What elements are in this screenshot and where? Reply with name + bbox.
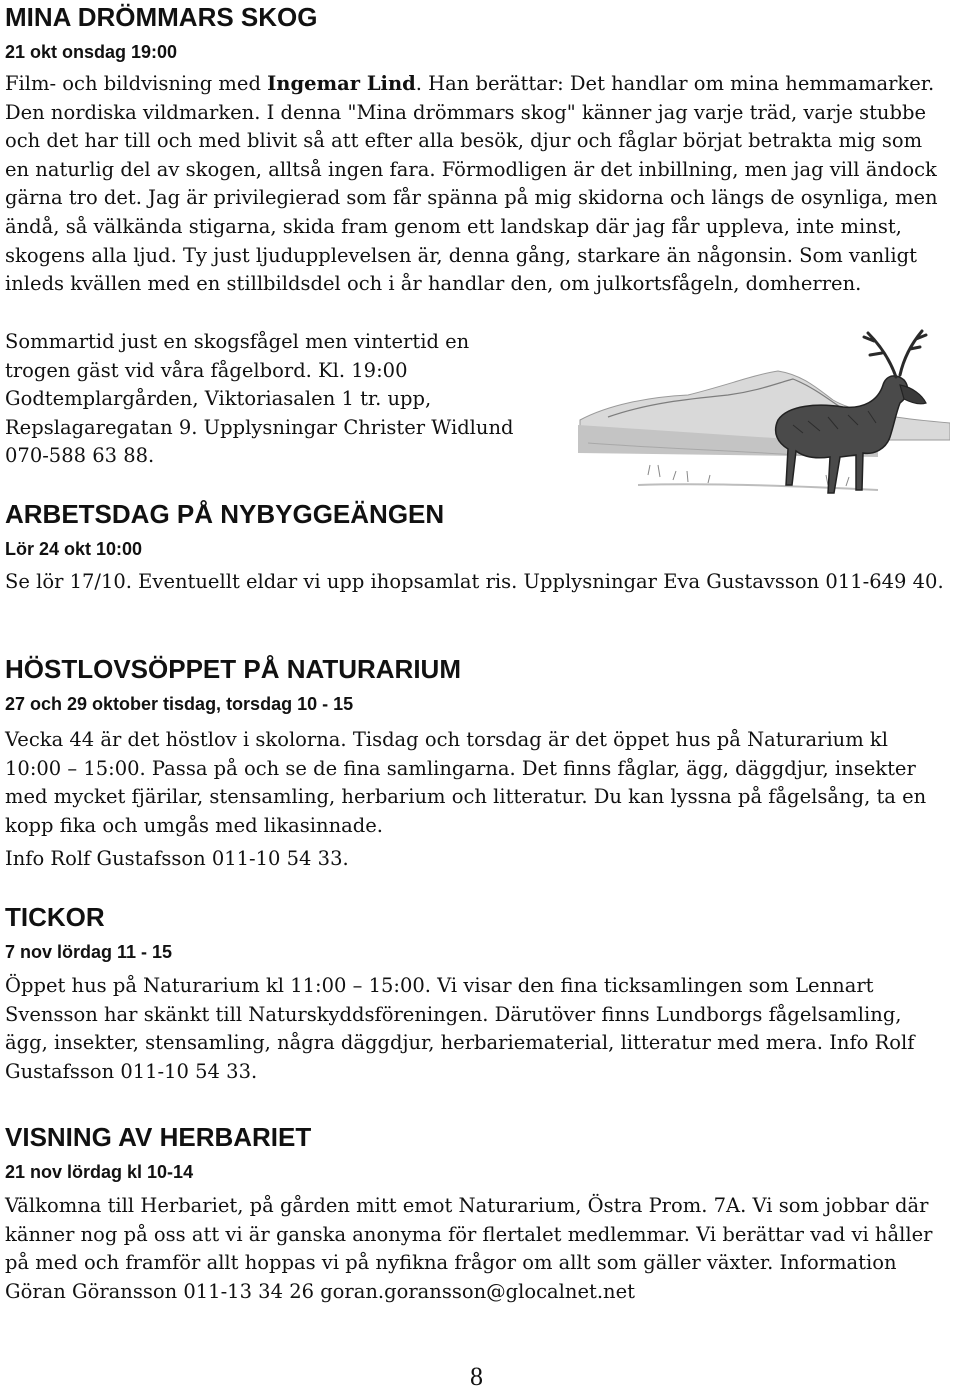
section-body: Vecka 44 är det höstlov i skolorna. Tisdag och torsdag är det öppet hus på Naturarium kl 10:00 – 15:00. Passa på och se de fina samlingarna. Det finns fåglar, ägg, däggdjur, insekter med mycket fjärilar, stensamling, herbarium och litteratur. Du kan lyssna på fågelsång, ta en kopp fika och umgås med likasinnade. xyxy=(5,728,927,837)
section-date: 21 nov lördag kl 10-14 xyxy=(5,1162,194,1182)
section-info: Info Rolf Gustafsson 011-10 54 33. xyxy=(5,847,349,870)
reindeer-illustration xyxy=(578,325,950,497)
section-body: Se lör 17/10. Eventuellt eldar vi upp ihopsamlat ris. Upplysningar Eva Gustavsson 011-649 40. xyxy=(5,570,944,593)
section-title-tickor: TICKOR xyxy=(5,902,105,932)
section-date: Lör 24 okt 10:00 xyxy=(5,539,143,559)
section-body: Öppet hus på Naturarium kl 11:00 – 15:00. Vi visar den fina ticksamlingen som Lennart Svensson har skänkt till Naturskyddsföreningen. Därutöver finns Lundborgs fågelsamling, ägg, insekter, stensamling, några däggdjur, herbariematerial, litteratur med mera. Info Rolf Gustafsson 011-10 54 33. xyxy=(5,974,915,1083)
section-date: 21 okt onsdag 19:00 xyxy=(5,42,178,62)
body-text-lead: Film- och bildvisning med xyxy=(5,72,268,95)
section-body xyxy=(5,70,950,299)
section-body-contact: Sommartid just en skogsfågel men vintertid en trogen gäst vid våra fågelbord. Kl. 19:00 Godtemplargården, Viktoriasalen 1 tr. upp, Repslagaregatan 9. Upplysningar Christer Widlund 070-588 63 88. xyxy=(5,330,514,468)
section-title-mina-drommars-skog: MINA DRÖMMARS SKOG xyxy=(5,2,318,32)
section-date: 27 och 29 oktober tisdag, torsdag 10 - 15 xyxy=(5,694,354,714)
body-text-name: Ingemar Lind xyxy=(267,72,416,95)
section-title-arbetsdag: ARBETSDAG PÅ NYBYGGEÄNGEN xyxy=(5,499,445,529)
section-title-hostlovsoppet: HÖSTLOVSÖPPET PÅ NATURARIUM xyxy=(5,654,461,684)
body-text: . Han berättar: Det handlar om mina hemmamarker. Den nordiska vildmarken. I denna "Mina drömmars skog" känner jag varje träd, varje stubbe och det har till och med blivit så att efter alla besök, djur och fåglar börjat betrakta mig som en naturlig del av skogen, alltså ingen fara. Förmodligen är det inbillning, men jag vill ändock gärna tro det. Jag är privilegierad som får spänna på mig skidorna och längs de osynliga, men ändå, så välkända stigarna, skida fram genom ett landskap där jag får uppleva, inte minst, skogens alla ljud. Ty just ljudupplevelsen är, denna gång, starkare än någonsin. Som vanligt inleds kvällen med en stillbildsdel och i år handlar den, om julkortsfågeln, domherren. xyxy=(5,72,938,296)
page-number: 8 xyxy=(470,1362,483,1391)
section-title-visning-av-herbariet: VISNING AV HERBARIET xyxy=(5,1122,312,1152)
section-body: Välkomna till Herbariet, på gården mitt emot Naturarium, Östra Prom. 7A. Vi som jobbar där känner nog på oss att vi är ganska anonyma för flertalet medlemmar. Vi berättar vad vi håller på med och framför allt hoppas vi på nyfikna frågor om allt som gäller växter. Information Göran Göransson 011-13 34 26 goran.goransson@glocalnet.net xyxy=(5,1194,933,1303)
section-date: 7 nov lördag 11 - 15 xyxy=(5,942,173,962)
